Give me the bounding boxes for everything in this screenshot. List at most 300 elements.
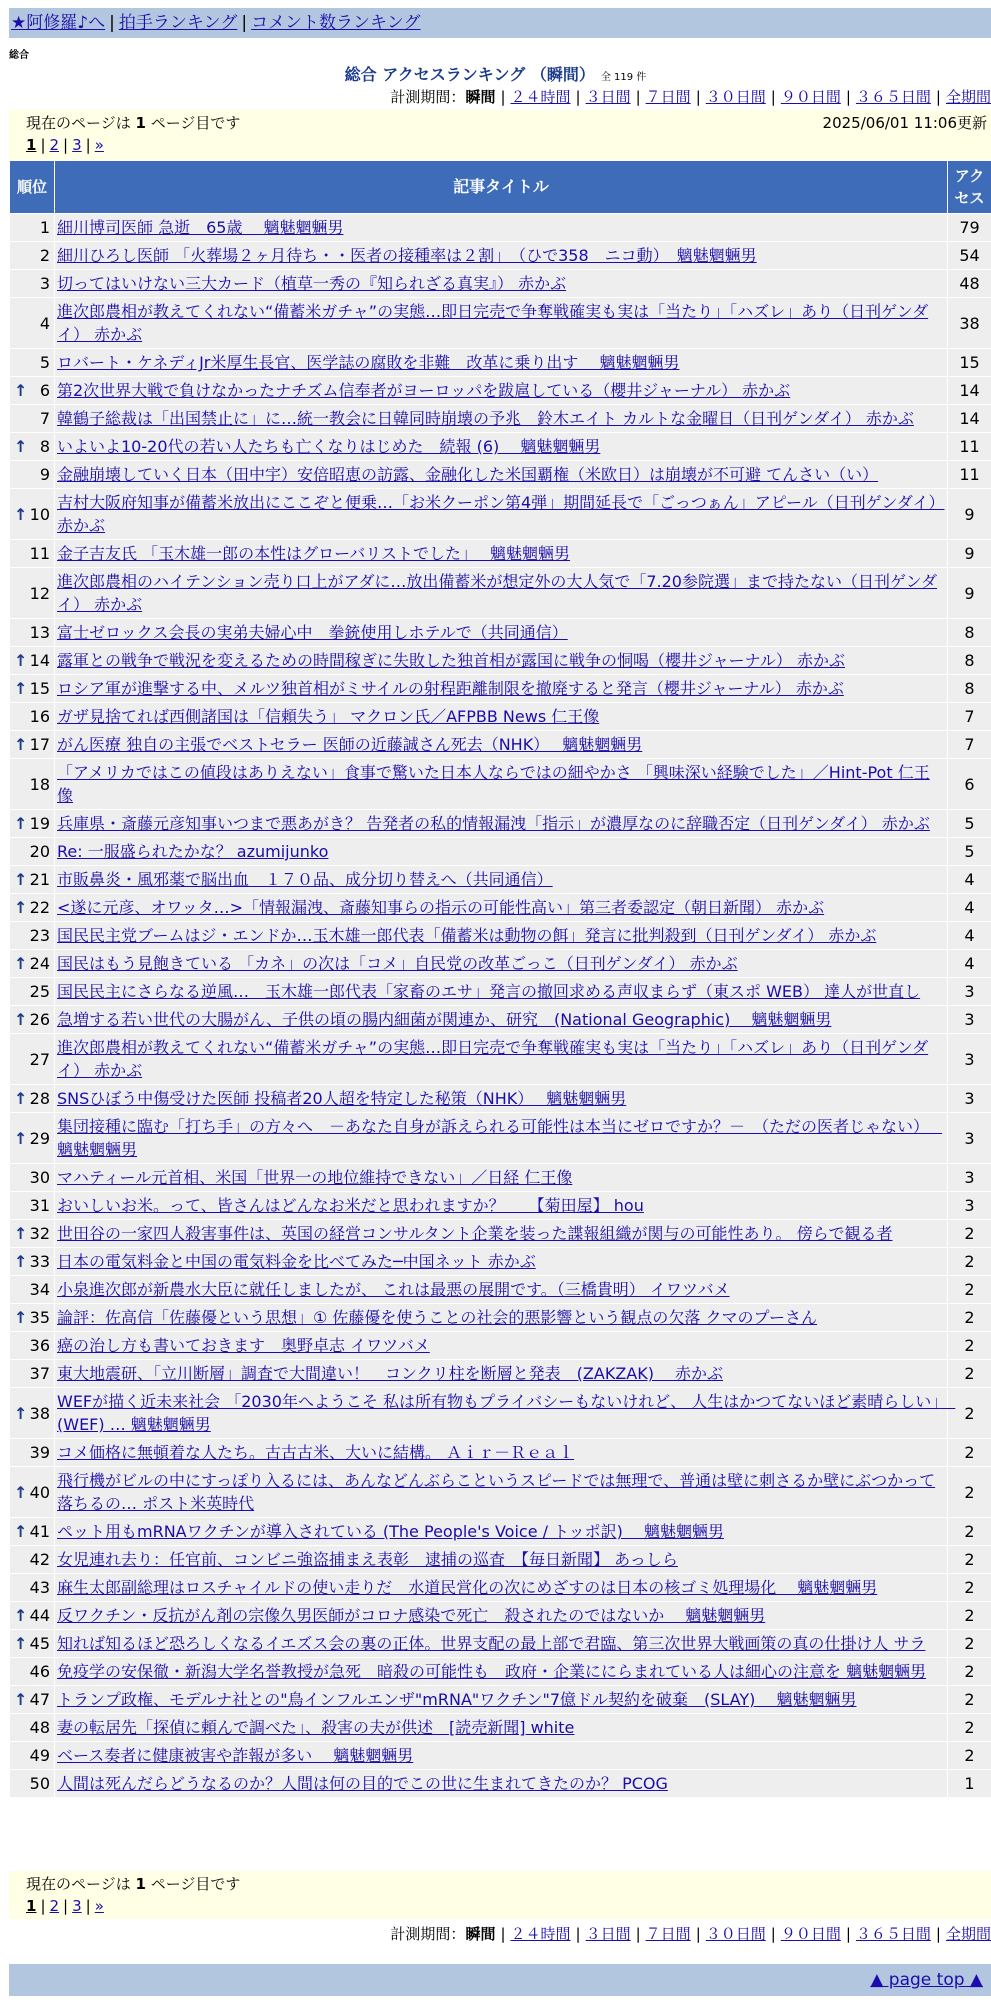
up-arrow-icon: ↑ [14,1606,28,1625]
rank-cell [10,675,55,703]
title-cell [55,950,948,978]
rank-number: 32 [29,1224,50,1243]
rank-cell [10,405,55,433]
rank-number: 6 [39,381,50,400]
table-row [10,242,991,270]
table-row [10,1276,991,1304]
table-row [10,214,991,242]
rank-cell [10,1276,55,1304]
pager-page-link[interactable]: 3 [72,136,82,154]
table-row [10,1085,991,1113]
access-count: 7 [948,731,991,759]
access-count: 4 [948,866,991,894]
table-row [10,1467,991,1518]
table-row [10,703,991,731]
table-row [10,978,991,1006]
rank-number: 1 [39,218,50,237]
article-title-link[interactable]: がん医療 独自の主張でベストセラー 医師の近藤誠さん死去（NHK） 魑魅魍魎男 [57,735,643,754]
home-link[interactable]: ★阿修羅♪へ [11,13,106,33]
rank-cell [10,703,55,731]
rank-cell [10,619,55,647]
rank-number: 49 [29,1746,50,1765]
article-title-link[interactable]: 人間は死んだらどうなるのか？人間は何の目的でこの世に生まれてきたのか？ PCOG [57,1774,668,1793]
article-title-link[interactable]: 東大地震研、「立川断層」調査で大間違い！ コンクリ柱を断層と発表 (ZAKZAK) 赤かぶ [57,1364,724,1383]
table-row [10,1248,991,1276]
article-title-link[interactable]: ロシア軍が進撃する中、メルツ独首相がミサイルの射程距離制限を撤廃すると発言（櫻井ジャーナル） 赤かぶ [57,679,844,698]
title-column-header: 記事タイトル [55,161,948,214]
access-count: 2 [948,1360,991,1388]
period-option-link[interactable]: ２４時間 [510,1925,571,1943]
rank-number: 11 [29,544,50,563]
up-arrow-icon: ↑ [14,679,28,698]
rank-number: 45 [29,1634,50,1653]
table-row [10,540,991,568]
rank-cell [10,1467,55,1518]
period-option-link[interactable]: 全期間 [945,1925,991,1943]
article-title-link[interactable]: 妻の転居先「探偵に頼んで調べた」、殺害の夫が供述 [読売新聞] white [57,1718,575,1737]
access-count: 4 [948,894,991,922]
table-row [10,1388,991,1439]
table-row [10,759,991,810]
up-arrow-icon: ↑ [14,1224,28,1243]
article-title-link[interactable]: 飛行機がビルの中にすっぽり入るには、あんなどんぶらこというスピードでは無理で、普通は壁に刺さるか壁にぶつかって落ちるの… ポスト米英時代 [57,1471,936,1513]
access-count: 48 [948,270,991,298]
rank-number: 35 [29,1308,50,1327]
table-row [10,270,991,298]
rank-number: 36 [29,1336,50,1355]
table-row [10,1006,991,1034]
access-count: 3 [948,1192,991,1220]
rank-number: 3 [39,274,50,293]
rank-cell [10,1439,55,1467]
rank-number: 17 [29,735,50,754]
article-title-link[interactable]: 兵庫県・斎藤元彦知事いつまで悪あがき？ 告発者の私的情報漏洩「指示」が濃厚なのに辞職否定（日刊ゲンダイ） 赤かぶ [57,814,930,833]
title-cell [55,759,948,810]
access-count: 9 [948,568,991,619]
title-cell [55,1742,948,1770]
title-cell [55,675,948,703]
article-title-link[interactable]: 「アメリカではこの値段はありえない」食事で驚いた日本人ならではの細やかさ 「興味深い経験でした」／Hint-Pot 仁王像 [57,763,930,805]
article-title-link[interactable]: いよいよ10-20代の若い人たちも亡くなりはじめた 続報 (6) 魑魅魍魎男 [57,437,601,456]
period-option-link[interactable]: ３６５日間 [855,1925,931,1943]
rank-cell [10,866,55,894]
rank-cell [10,270,55,298]
article-title-link[interactable]: 金融崩壊していく日本（田中宇）安倍昭恵の訪露、金融化した米国覇権（米欧日）は崩壊が不可避 てんさい（い） [57,465,879,484]
rank-cell [10,1714,55,1742]
article-title-link[interactable]: 国民はもう見飽きている 「カネ」の次は「コメ」自民党の改革ごっこ（日刊ゲンダイ） 赤かぶ [57,954,738,973]
rank-column-header: 順位 [10,161,55,214]
table-row [10,950,991,978]
period-separator: | [770,88,776,106]
rank-cell [10,298,55,349]
rank-cell [10,731,55,759]
access-count: 2 [948,1714,991,1742]
pager-current-page: 1 [26,136,37,154]
period-option-link[interactable]: ２４時間 [510,88,571,106]
article-title-link[interactable]: SNSひぼう中傷受けた医師 投稿者20人超を特定した秘策（NHK） 魑魅魍魎男 [57,1089,627,1108]
rank-number: 18 [29,774,50,794]
access-count: 8 [948,647,991,675]
rank-number: 44 [29,1606,50,1625]
access-count: 2 [948,1388,991,1439]
title-cell [55,1360,948,1388]
title-cell [55,1574,948,1602]
article-title-link[interactable]: 露軍との戦争で戦況を変えるための時間稼ぎに失敗した独首相が露国に戦争の恫喝（櫻井ジャーナル） 赤かぶ [57,651,845,670]
pager-page-link[interactable]: 2 [49,1897,60,1915]
pager-next-link[interactable]: » [94,1897,104,1915]
access-count: 2 [948,1518,991,1546]
title-cell [55,1388,956,1439]
period-separator: | [635,1925,641,1943]
rank-number: 4 [39,313,50,333]
rank-cell [10,1113,55,1164]
up-arrow-icon: ↑ [14,1482,28,1502]
title-cell [55,1006,948,1034]
pager-status [26,1873,991,1895]
access-count: 2 [948,1658,991,1686]
table-row [10,1574,991,1602]
rank-cell [10,568,55,619]
article-title-link[interactable]: 反ワクチン・反抗がん剤の宗像久男医師がコロナ感染で死亡 殺されたのではないか 魑魅魍魎男 [57,1606,766,1625]
access-count: 2 [948,1439,991,1467]
up-arrow-icon: ↑ [14,1089,28,1108]
rank-cell [10,1164,55,1192]
pager-separator: | [40,1897,46,1915]
ranking-title: 総合 アクセスランキング （瞬間） [344,65,595,84]
period-separator: | [575,88,581,106]
period-current: 瞬間 [465,1925,496,1943]
ranking-table-body [10,214,991,1798]
access-count: 2 [948,1220,991,1248]
rank-number: 2 [39,246,50,265]
title-cell [55,242,948,270]
rank-cell [10,647,55,675]
title-cell [55,1248,948,1276]
table-row [10,1686,991,1714]
title-cell [55,1630,948,1658]
pager-page-link[interactable]: 2 [49,136,60,154]
title-cell [55,978,948,1006]
article-title-link[interactable]: ベース奏者に健康被害や詐報が多い 魑魅魍魎男 [57,1746,414,1765]
period-current: 瞬間 [465,88,496,106]
title-cell [55,838,948,866]
rank-number: 42 [29,1550,50,1569]
rank-cell [10,838,55,866]
article-title-link[interactable]: <遂に元彦、オワッタ…>「情報漏洩、斎藤知事らの指示の可能性高い」第三者委認定（朝日新聞） 赤かぶ [57,898,825,917]
rank-cell [10,433,55,461]
title-cell [55,433,948,461]
rank-cell [10,978,55,1006]
bottom-bar [9,1964,991,1996]
article-title-link[interactable]: Re: 一服盛られたかな？ azumijunko [57,842,329,861]
table-row [10,838,991,866]
article-title-link[interactable]: 富士ゼロックス会長の実弟夫婦心中 拳銃使用しホテルで（共同通信） [57,623,568,642]
period-separator: | [845,88,851,106]
rank-number: 7 [39,409,50,428]
pager-separator: | [85,136,91,154]
table-row [10,619,991,647]
rank-number: 8 [39,437,50,456]
table-row [10,405,991,433]
pager-top [9,110,991,160]
article-title-link[interactable]: 細川ひろし医師 「火葬場２ヶ月待ち・・医者の接種率は２割」 （ひで358 ニコ動） 魑魅魍魎男 [57,246,757,265]
table-row [10,1034,991,1085]
rank-number: 10 [29,504,50,524]
table-row [10,1742,991,1770]
article-title-link[interactable]: 切ってはいけない三大カード（植草一秀の『知られざる真実』） 赤かぶ [57,274,567,293]
up-arrow-icon: ↑ [14,651,28,670]
access-count: 4 [948,922,991,950]
page-title [0,62,991,85]
rank-number: 29 [29,1128,50,1148]
rank-cell [10,349,55,377]
table-row [10,894,991,922]
rank-cell [10,1546,55,1574]
up-arrow-icon: ↑ [14,1690,28,1709]
access-count: 11 [948,433,991,461]
table-row [10,1113,991,1164]
table-row [10,489,991,540]
up-arrow-icon: ↑ [14,1010,28,1029]
article-title-link[interactable]: 女児連れ去り：任官前、コンビニ強盗捕まえ表彰 逮捕の巡査 【毎日新聞】 あっしら [57,1550,678,1569]
access-count: 2 [948,1467,991,1518]
article-title-link[interactable]: 免疫学の安保徹・新潟大学名誉教授が急死 暗殺の可能性も 政府・企業ににらまれている人は細心の注意を 魑魅魍魎男 [57,1662,927,1681]
title-cell [55,1770,948,1798]
title-cell [55,1113,948,1164]
period-option-link[interactable]: ３０日間 [705,88,766,106]
article-title-link[interactable]: 急増する若い世代の大腸がん、子供の頃の腸内細菌が関連か、研究 (National Geographic) 魑魅魍魎男 [57,1010,832,1029]
article-title-link[interactable]: WEFが描く近未来社会 「2030年へようこそ 私は所有物もプライバシーもないけれど、 人生はかつてないほど素晴らしい」 (WEF) … 魑魅魍魎男 [57,1392,956,1434]
period-separator: | [635,88,641,106]
rank-cell [10,1248,55,1276]
article-title-link[interactable]: 知れば知るほど恐ろしくなるイエズス会の裏の正体。世界支配の最上部で君臨、第三次世界大戦画策の真の仕掛け人 サラ [57,1634,926,1653]
title-cell [55,1034,948,1085]
title-cell [55,489,948,540]
access-count: 9 [948,489,991,540]
access-count: 2 [948,1276,991,1304]
access-count: 3 [948,1034,991,1085]
article-title-link[interactable]: 金子吉友氏 「玉木雄一郎の本性はグローバリストでした」 魑魅魍魎男 [57,544,571,563]
up-arrow-icon: ↑ [14,954,28,973]
period-separator: | [770,1925,776,1943]
title-cell [55,214,948,242]
article-title-link[interactable]: マハティール元首相、米国「世界一の地位維持できない」／日経 仁王像 [57,1168,573,1187]
pager-text-prefix: 現在のページは [26,1875,131,1893]
pager-separator: | [40,136,46,154]
article-title-link[interactable]: 市販鼻炎・風邪薬で脳出血 １７０品、成分切り替えへ（共同通信） [57,870,553,889]
title-cell [55,298,948,349]
article-title-link[interactable]: 麻生太郎副総理はロスチャイルドの使い走りだ 水道民営化の次にめざすのは日本の核ゴミ処理場化 魑魅魍魎男 [57,1578,878,1597]
access-count: 79 [948,214,991,242]
rank-number: 22 [29,898,50,917]
title-cell [55,619,948,647]
rank-number: 37 [29,1364,50,1383]
period-separator: | [695,1925,701,1943]
period-label: 計測期間： [390,88,466,106]
table-row [10,377,991,405]
comment-ranking-link[interactable]: コメント数ランキング [251,13,421,33]
access-count: 1 [948,1770,991,1798]
access-count: 8 [948,675,991,703]
rank-cell [10,461,55,489]
access-count: 6 [948,759,991,810]
period-option-link[interactable]: 全期間 [945,88,991,106]
article-title-link[interactable]: 小泉進次郎が新農水大臣に就任しましたが、 これは最悪の展開です。（三橋貴明） イワツバメ [57,1280,730,1299]
title-cell [55,377,948,405]
rank-cell [10,1630,55,1658]
up-arrow-icon: ↑ [14,814,28,833]
access-count: 8 [948,619,991,647]
access-count: 7 [948,703,991,731]
article-title-link[interactable]: トランプ政権、モデルナ社との"鳥インフルエンザ"mRNA"ワクチン"7億ドル契約を破棄 (SLAY) 魑魅魍魎男 [57,1690,857,1709]
rank-number: 34 [29,1280,50,1299]
rank-cell [10,1686,55,1714]
period-option-link[interactable]: ７日間 [645,1925,691,1943]
rank-cell [10,1574,55,1602]
up-arrow-icon: ↑ [14,1522,28,1541]
article-title-link[interactable]: 吉村大阪府知事が備蓄米放出にここぞと便乗…「お米クーポン第4弾」期間延長で「ごっつぁん」アピール（日刊ゲンダイ） 赤かぶ [57,493,945,535]
access-count: 2 [948,1574,991,1602]
article-title-link[interactable]: 細川博司医師 急逝 65歳 魑魅魍魎男 [57,218,344,237]
table-row [10,1192,991,1220]
table-row [10,1332,991,1360]
period-option-link[interactable]: ３日間 [585,1925,631,1943]
table-row [10,298,991,349]
clap-ranking-link[interactable]: 拍手ランキング [118,13,238,33]
pager-page-link[interactable]: 3 [72,1897,82,1915]
period-option-link[interactable]: ３６５日間 [855,88,931,106]
table-row [10,675,991,703]
rank-cell [10,214,55,242]
article-title-link[interactable]: 進次郎農相が教えてくれない“備蓄米ガチャ”の実態…即日完売で争奪戦確実も実は「当たり」「ハズレ」あり（日刊ゲンダイ） 赤かぶ [57,302,929,344]
rank-cell [10,922,55,950]
table-row [10,568,991,619]
access-count: 2 [948,1304,991,1332]
rank-cell [10,1006,55,1034]
period-option-link[interactable]: ３０日間 [705,1925,766,1943]
title-cell [55,1714,948,1742]
rank-cell [10,894,55,922]
pager-text-prefix: 現在のページは [26,114,131,132]
pager-current-number: 1 [135,1875,146,1893]
article-title-link[interactable]: 韓鶴子総裁は「出国禁止に」に…統一教会に日韓同時崩壊の予兆 鈴木エイト カルトな金曜日（日刊ゲンダイ） 赤かぶ [57,409,914,428]
rank-cell [10,1085,55,1113]
rank-number: 21 [29,870,50,889]
period-selector-top [390,86,991,108]
rank-cell [10,950,55,978]
total-count: 全 119 件 [600,72,647,83]
up-arrow-icon: ↑ [14,1252,28,1271]
rank-number: 27 [29,1049,50,1069]
rank-number: 43 [29,1578,50,1597]
article-title-link[interactable]: ガザ見捨てれば西側諸国は「信頼失う」 マクロン氏／AFPBB News 仁王像 [57,707,600,726]
period-option-link[interactable]: ９０日間 [780,1925,841,1943]
rank-number: 14 [29,651,50,670]
rank-number: 5 [39,353,50,372]
article-title-link[interactable]: 第2次世界大戦で負けなかったナチズム信奉者がヨーロッパを跋扈している（櫻井ジャーナル） 赤かぶ [57,381,791,400]
up-arrow-icon: ↑ [14,898,28,917]
up-arrow-icon: ↑ [14,381,28,400]
article-title-link[interactable]: 集団接種に臨む「打ち手」の方々へ －あなた自身が訴えられる可能性は本当にゼロですか？－ （ただの医者じゃない） 魑魅魍魎男 [57,1117,943,1159]
rank-cell [10,377,55,405]
period-option-link[interactable]: ７日間 [645,88,691,106]
access-count: 5 [948,838,991,866]
article-title-link[interactable]: コメ価格に無頓着な人たち。古古古米、大いに結構。 Ａｉｒ－Ｒｅａｌ [57,1443,575,1462]
pager-current-page: 1 [26,1897,37,1915]
article-title-link[interactable]: 進次郎農相のハイテンション売り口上がアダに…放出備蓄米が想定外の大人気で「7.20参院選」まで持たない（日刊ゲンダイ） 赤かぶ [57,572,938,614]
rank-cell [10,1770,55,1798]
table-row [10,461,991,489]
rank-number: 46 [29,1662,50,1681]
article-title-link[interactable]: 国民民主党ブームはジ・エンドか…玉木雄一郎代表「備蓄米は動物の餌」発言に批判殺到（日刊ゲンダイ） 赤かぶ [57,926,877,945]
page-top-link[interactable]: ▲ page top ▲ [870,1970,983,1990]
period-option-link[interactable]: ９０日間 [780,88,841,106]
table-row [10,731,991,759]
article-title-link[interactable]: 国民民主にさらなる逆風… 玉木雄一郎代表「家畜のエサ」発言の撤回求める声収まらず（東スポ WEB） 達人が世直し [57,982,921,1001]
article-title-link[interactable]: ロバート・ケネディJr米厚生長官、医学誌の腐敗を非難 改革に乗り出す 魑魅魍魎男 [57,353,680,372]
pager-text-suffix: ページ目です [150,1875,241,1893]
access-count: 3 [948,978,991,1006]
rank-cell [10,489,55,540]
article-title-link[interactable]: 世田谷の一家四人殺害事件は、英国の経営コンサルタント企業を装った諜報組織が関与の可能性あり。 傍らで観る者 [57,1224,893,1243]
access-count: 38 [948,298,991,349]
up-arrow-icon: ↑ [14,1403,28,1423]
ranking-table [9,160,991,1798]
rank-number: 50 [29,1774,50,1793]
title-cell [55,1304,948,1332]
rank-number: 38 [29,1403,50,1423]
article-title-link[interactable]: 論評：佐高信「佐藤優という思想」① 佐藤優を使うことの社会的悪影響という観点の欠落 クマのプーさん [57,1308,818,1327]
article-title-link[interactable]: 癌の治し方も書いておきます 奥野卓志 イワツバメ [57,1336,430,1355]
rank-number: 48 [29,1718,50,1737]
access-count: 2 [948,1686,991,1714]
rank-cell [10,1388,55,1439]
pager-bottom [9,1871,991,1919]
pager-next-link[interactable]: » [94,136,104,154]
period-option-link[interactable]: ３日間 [585,88,631,106]
table-row [10,349,991,377]
table-row [10,866,991,894]
table-row [10,1518,991,1546]
access-count: 3 [948,1113,991,1164]
access-count: 3 [948,1085,991,1113]
article-title-link[interactable]: 日本の電気料金と中国の電気料金を比べてみた─中国ネット 赤かぶ [57,1252,536,1271]
rank-number: 25 [29,982,50,1001]
table-row [10,1360,991,1388]
rank-cell [10,1742,55,1770]
table-row [10,1164,991,1192]
access-count: 14 [948,377,991,405]
title-cell [55,461,948,489]
pager-text-suffix: ページ目です [150,114,241,132]
access-count: 2 [948,1332,991,1360]
article-title-link[interactable]: ペット用もmRNAワクチンが導入されている (The People's Voice / トッポ訳) 魑魅魍魎男 [57,1522,724,1541]
rank-cell [10,759,55,810]
title-cell [55,731,948,759]
rank-cell [10,1602,55,1630]
access-column-header: アクセス [948,161,991,214]
rank-number: 15 [29,679,50,698]
pager-separator: | [85,1897,91,1915]
article-title-link[interactable]: おいしいお米。って、皆さんはどんなお米だと思われますか？ 【菊田屋】 hou [57,1196,644,1215]
table-row [10,1658,991,1686]
title-cell [55,703,948,731]
period-separator: | [935,88,941,106]
rank-cell [10,1220,55,1248]
title-cell [55,1602,948,1630]
article-title-link[interactable]: 進次郎農相が教えてくれない“備蓄米ガチャ”の実態…即日完売で争奪戦確実も実は「当たり」「ハズレ」あり（日刊ゲンダイ） 赤かぶ [57,1038,929,1080]
period-separator: | [695,88,701,106]
